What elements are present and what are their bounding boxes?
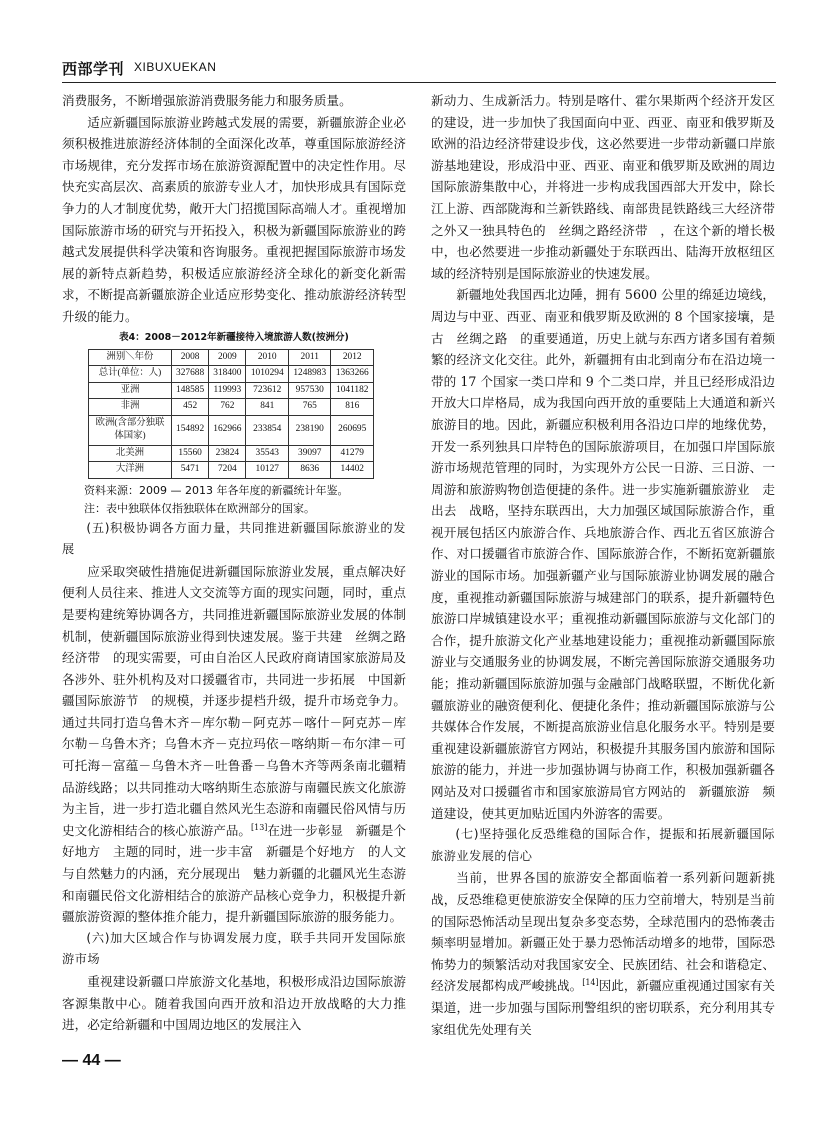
section-heading-7: (七)坚持强化反恐维稳的国际合作，提振和拓展新疆国际旅游业发展的信心: [431, 827, 775, 863]
table-cell: 欧洲(含部分独联体国家): [89, 415, 172, 445]
table-header-row: [89, 349, 374, 366]
table-title: 表4：2008－2012年新疆接待入境旅游人数(按洲分): [119, 331, 349, 343]
table-cell: 148585: [172, 382, 209, 399]
table-cell: 41279: [331, 445, 374, 462]
table-cell: 238190: [288, 415, 331, 445]
table-header-cell: 2008: [172, 349, 209, 366]
table-source-note: 资料来源：2009 — 2013 年各年度的新疆统计年鉴。: [84, 483, 349, 497]
paragraph-text: 因此，新疆应重视通过国家有关渠道，进一步加强与国际刑警组织的密切联系，充分利用其专家组优先处理有关: [431, 978, 776, 1037]
table-cell: 452: [172, 399, 209, 416]
reference-mark: [14]: [582, 978, 599, 988]
table-row: [89, 462, 374, 479]
table-cell: 957530: [288, 382, 331, 399]
section-heading-6: (六)加大区域合作与协调发展力度，联手共同开发国际旅游市场: [62, 930, 406, 967]
table-cell: 1041182: [331, 382, 374, 399]
table-header-cell: 2010: [246, 349, 289, 366]
paragraph: [431, 867, 775, 1040]
inbound-tourists-table: [88, 349, 374, 479]
table-cell: 318400: [209, 366, 246, 383]
table-header-cell: 2012: [331, 349, 374, 366]
table-cell: 1248983: [288, 366, 331, 383]
table-header-cell: 2011: [288, 349, 331, 366]
table-cell: 765: [288, 399, 331, 416]
paragraph-text: 应采取突破性措施促进新疆国际旅游业发展，重点解决好便利人员往来、推进人文交流等方面的现实问题，同时，重点是要构建统筹协调各方，共同推进新疆国际旅游业发展的体制机制，使新疆国际旅游业得到快速发展。鉴于共建 丝绸之路经济带 的现实需要，可由自治区人民政府商请国家旅游局及各涉外、驻外机构及对口援疆省市，共同进一步拓展 中国新疆国际旅游节 的规模，并逐步提档升级，提升市场竞争力。通过共同打造乌鲁木齐－库尔勒－阿克苏－喀什－阿克苏－库尔勒－乌鲁木齐；乌鲁木齐－克拉玛依－喀纳斯－布尔津－可可托海－富蕴－乌鲁木齐－吐鲁番－乌鲁木齐等两条南北疆精品游线路；以共同推动大喀纳斯生态旅游与南疆民族文化旅游为主旨，进一步打造北疆自然风光生态游和南疆民俗风情与历史文化游相结合的核心旅游产品。: [62, 563, 406, 838]
table-cell: 5471: [172, 462, 209, 479]
header-rule: [62, 82, 776, 83]
journal-title-cn: 西部学刊: [62, 60, 125, 78]
table-footnote: 注：表中独联体仅指独联体在欧洲部分的国家。: [84, 501, 315, 515]
table-cell: 14402: [331, 462, 374, 479]
right-column: [431, 90, 775, 1040]
table-cell: 233854: [246, 415, 289, 445]
table-cell: 亚洲: [89, 382, 172, 399]
paragraph: [62, 561, 406, 928]
paragraph: 适应新疆国际旅游业跨越式发展的需要，新疆旅游企业必须积极推进旅游经济体制的全面深化改革，尊重国际旅游经济市场规律，充分发挥市场在旅游资源配置中的决定性作用。尽快充实高层次、高素质的旅游专业人才，加快形成具有国际竞争力的人才制度优势，敞开大门招揽国际高端人才。重视增加国际旅游市场的研究与开拓投入，积极为新疆国际旅游业的跨越式发展提供科学决策和咨询服务。重视把握国际旅游市场发展的新特点新趋势，积极适应旅游经济全球化的新变化新需求，不断提高新疆旅游企业适应形势变化、推动旅游经济转型升级的能力。: [62, 114, 406, 324]
paragraph-text: 当前，世界各国的旅游安全都面临着一系列新问题新挑战，反恐维稳更使旅游安全保障的压力空前增大，特别是当前的国际恐怖活动呈现出复杂多变态势，全球范围内的恐怖袭击频率明显增加。新疆正处于暴力恐怖活动增多的地带，国际恐怖势力的频繁活动对我国家安全、民族团结、社会和谐稳定、经济发展都构成严峻挑战。: [431, 870, 775, 994]
page-number: — 44 —: [62, 1052, 121, 1069]
table-row: [89, 366, 374, 383]
table-cell: 260695: [331, 415, 374, 445]
table-cell: 10127: [246, 462, 289, 479]
table-row: [89, 415, 374, 445]
table-cell: 总计(单位：人): [89, 366, 172, 383]
table-cell: 154892: [172, 415, 209, 445]
reference-mark: [13]: [251, 822, 268, 832]
table-header-cell: 2009: [209, 349, 246, 366]
table-cell: 327688: [172, 366, 209, 383]
paragraph: 重视建设新疆口岸旅游文化基地，积极形成沿边国际旅游客源集散中心。随着我国向西开放和沿边开放战略的大力推进，必定给新疆和中国周边地区的发展注入: [62, 974, 406, 1033]
table-cell: 非洲: [89, 399, 172, 416]
table-row: [89, 382, 374, 399]
table-cell: 大洋洲: [89, 462, 172, 479]
table-cell: 841: [246, 399, 289, 416]
table-cell: 39097: [288, 445, 331, 462]
paragraph: 消费服务，不断增强旅游消费服务能力和服务质量。: [62, 93, 352, 108]
paragraph-text: 在进一步彰显 新疆是个好地方 主题的同时，进一步丰富 新疆是个好地方 的人文与自然魅力的内涵，充分展现出 魅力新疆的北疆风光生态游和南疆民俗文化游相结合的旅游产品核心竞争力，积极提升新疆旅游资源的整体推介能力，提升新疆国际旅游的服务能力。: [62, 822, 407, 925]
table-cell: 35543: [246, 445, 289, 462]
left-column: [62, 90, 406, 1036]
paragraph: 新动力、生成新活力。特别是喀什、霍尔果斯两个经济开发区的建设，进一步加快了我国面向中亚、西亚、南亚和俄罗斯及欧洲的沿边经济带建设步伐，这必然要进一步带动新疆口岸旅游基地建设，形成沿中亚、西亚、南亚和俄罗斯及欧洲的周边国际旅游集散中心，并将进一步构成我国西部大开发中，除长江上游、西部陇海和兰新铁路线、南部贵昆铁路线三大经济带之外又一独具特色的 丝绸之路经济带 ，在这个新的增长极中，也必然要进一步推动新疆处于东联西出、陆海开放枢纽区域的经济特别是国际旅游业的快速发展。: [431, 93, 775, 281]
table-cell: 162966: [209, 415, 246, 445]
table-cell: 8636: [288, 462, 331, 479]
table-cell: 816: [331, 399, 374, 416]
table-cell: 15560: [172, 445, 209, 462]
table-cell: 23824: [209, 445, 246, 462]
table-row: [89, 445, 374, 462]
table-cell: 723612: [246, 382, 289, 399]
table-cell: 1363266: [331, 366, 374, 383]
paragraph: 新疆地处我国西北边陲，拥有 5600 公里的绵延边境线，周边与中亚、西亚、南亚和俄罗斯及欧洲的 8 个国家接壤，是古 丝绸之路 的重要通道，历史上就与东西方诸多国有着频繁的经济文化交往。此外，新疆拥有由北到南分布在沿边境一带的 17 个国家一类口岸和 9 个二类口岸，并且已经形成沿边开放大口岸格局，成为我国向西开放的重要陆上大通道和新兴旅游目的地。因此，新疆应积极利用各沿边口岸的地缘优势，开发一系列独具口岸特色的国际旅游项目，在加强口岸国际旅游市场规范管理的同时，为实现外方公民一日游、三日游、一周游和旅游购物创造便捷的条件。进一步实施新疆旅游业 走出去 战略，坚持东联西出，大力加强区域国际旅游合作，重视开展包括区内旅游合作、兵地旅游合作、西北五省区旅游合作、对口援疆省市旅游合作、国际旅游合作，不断拓宽新疆旅游业的国际市场。加强新疆产业与国际旅游业协调发展的融合度，重视推动新疆国际旅游与城建部门的联系，提升新疆特色旅游口岸城镇建设水平；重视推动新疆国际旅游与文化部门的合作，提升旅游文化产业基地建设能力；重视推动新疆国际旅游业与交通服务业的协调发展，不断完善国际旅游交通服务功能；推动新疆国际旅游加强与金融部门战略联盟，不断优化新疆旅游业的融资便利化、便捷化条件；推动新疆国际旅游与公共媒体合作发展，不断提高旅游业信息化服务水平。特别是要重视建设新疆旅游官方网站，积极提升其服务国内旅游和国际旅游的能力，并进一步加强协调与协商工作，积极加强新疆各网站及对口援疆省市和国家旅游局官方网站的 新疆旅游 频道建设，使其更加贴近国内外游客的需要。: [431, 287, 775, 821]
table-header-cell: 洲别＼年份: [89, 349, 172, 366]
table-cell: 762: [209, 399, 246, 416]
running-header: [62, 56, 776, 78]
journal-title-en: XIBUXUEKAN: [134, 60, 217, 74]
table-row: [89, 399, 374, 416]
table-cell: 119993: [209, 382, 246, 399]
table-cell: 北美洲: [89, 445, 172, 462]
table-cell: 1010294: [246, 366, 289, 383]
section-heading-5: (五)积极协调各方面力量，共同推进新疆国际旅游业的发展: [62, 520, 406, 557]
table-cell: 7204: [209, 462, 246, 479]
